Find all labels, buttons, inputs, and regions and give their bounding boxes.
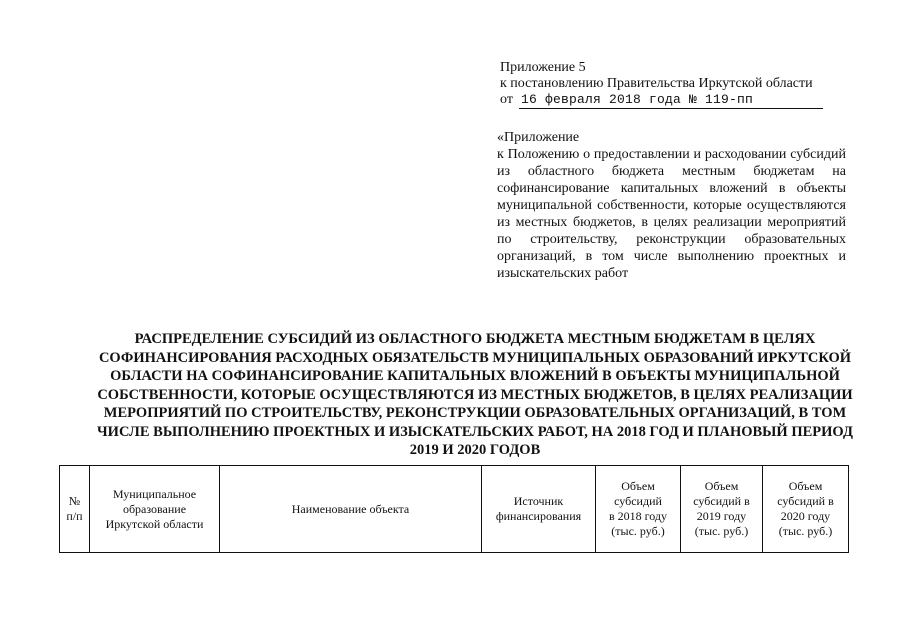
document-title: РАСПРЕДЕЛЕНИЕ СУБСИДИЙ ИЗ ОБЛАСТНОГО БЮДЖЕТА МЕСТНЫМ БЮДЖЕТАМ В ЦЕЛЯХ СОФИНАНСИРОВАНИЯ РАСХОДНЫХ ОБЯЗАТЕЛЬСТВ МУНИЦИПАЛЬНЫХ ОБРАЗОВАНИЙ ИРКУТСКОЙ ОБЛАСТИ НА СОФИНАНСИРОВАНИЕ КАПИТАЛЬНЫХ ВЛОЖЕНИЙ В ОБЪЕКТЫ МУНИЦИПАЛЬНОЙ СОБСТВЕННОСТИ, КОТОРЫЕ ОСУЩЕСТВЛЯЮТСЯ ИЗ МЕСТНЫХ БЮДЖЕТОВ, В ЦЕЛЯХ РЕАЛИЗАЦИИ МЕРОПРИЯТИЙ ПО СТРОИТЕЛЬСТВУ, РЕКОНСТРУКЦИИ ОБРАЗОВАТЕЛЬНЫХ ОРГАНИЗАЦИЙ, В ТОМ ЧИСЛЕ ВЫПОЛНЕНИЮ ПРОЕКТНЫХ И ИЗЫСКАТЕЛЬСКИХ РАБОТ, НА 2018 ГОД И ПЛАНОВЫЙ ПЕРИОД 2019 И 2020 ГОДОВ bbox=[97, 331, 853, 458]
regulation-reference bbox=[497, 129, 846, 282]
header-line: 2020 году bbox=[780, 509, 831, 523]
header-line: Объем bbox=[621, 479, 655, 493]
header-line: № bbox=[68, 494, 81, 508]
appendix-number: Приложение 5 bbox=[500, 60, 586, 75]
date-prefix: от bbox=[500, 92, 513, 107]
appendix-header bbox=[500, 60, 850, 109]
header-line: Муниципальное bbox=[112, 486, 197, 501]
header-line: финансирования bbox=[495, 509, 582, 523]
header-funding-source bbox=[482, 466, 596, 553]
regulation-title: «Приложение bbox=[497, 130, 580, 145]
header-subsidy-2019 bbox=[681, 466, 763, 553]
header-object-name bbox=[220, 466, 482, 553]
header-line: (тыс. руб.) bbox=[611, 524, 665, 538]
appendix-resolution-ref: к постановлению Правительства Иркутской области bbox=[500, 76, 813, 91]
header-line: (тыс. руб.) bbox=[694, 524, 749, 538]
header-line: субсидий в bbox=[693, 494, 750, 508]
header-municipality bbox=[90, 466, 220, 553]
subsidy-table bbox=[59, 465, 849, 553]
header-row-number bbox=[60, 466, 90, 553]
header-line: п/п bbox=[66, 509, 83, 523]
header-subsidy-2018 bbox=[596, 466, 681, 553]
header-line: (тыс. руб.) bbox=[778, 524, 833, 538]
header-line: Наименование объекта bbox=[291, 501, 410, 516]
header-line: Объем bbox=[788, 479, 823, 493]
resolution-date: 16 февраля 2018 года № 119-пп bbox=[519, 92, 823, 109]
header-line: 2019 году bbox=[696, 509, 747, 523]
regulation-text: к Положению о предоставлении и расходовании субсидий из областного бюджета местным бюджетам на софинансирование капитальных вложений в объекты муниципальной собственности, которые осуществляются из местных бюджетов, в целях реализации мероприятий по строительству, реконструкции образовательных организаций, в том числе выполнению проектных и изыскательских работ bbox=[497, 147, 846, 281]
header-subsidy-2020 bbox=[763, 466, 849, 553]
header-line: в 2018 году bbox=[608, 509, 668, 523]
header-line: Объем bbox=[704, 479, 739, 493]
table-header-row bbox=[60, 466, 849, 553]
header-line: образование bbox=[122, 501, 187, 516]
header-line: субсидий в bbox=[777, 494, 834, 508]
header-line: Иркутской области bbox=[105, 516, 204, 531]
appendix-date-line bbox=[500, 92, 850, 109]
header-line: Источник bbox=[513, 494, 564, 508]
header-line: субсидий bbox=[614, 494, 662, 508]
